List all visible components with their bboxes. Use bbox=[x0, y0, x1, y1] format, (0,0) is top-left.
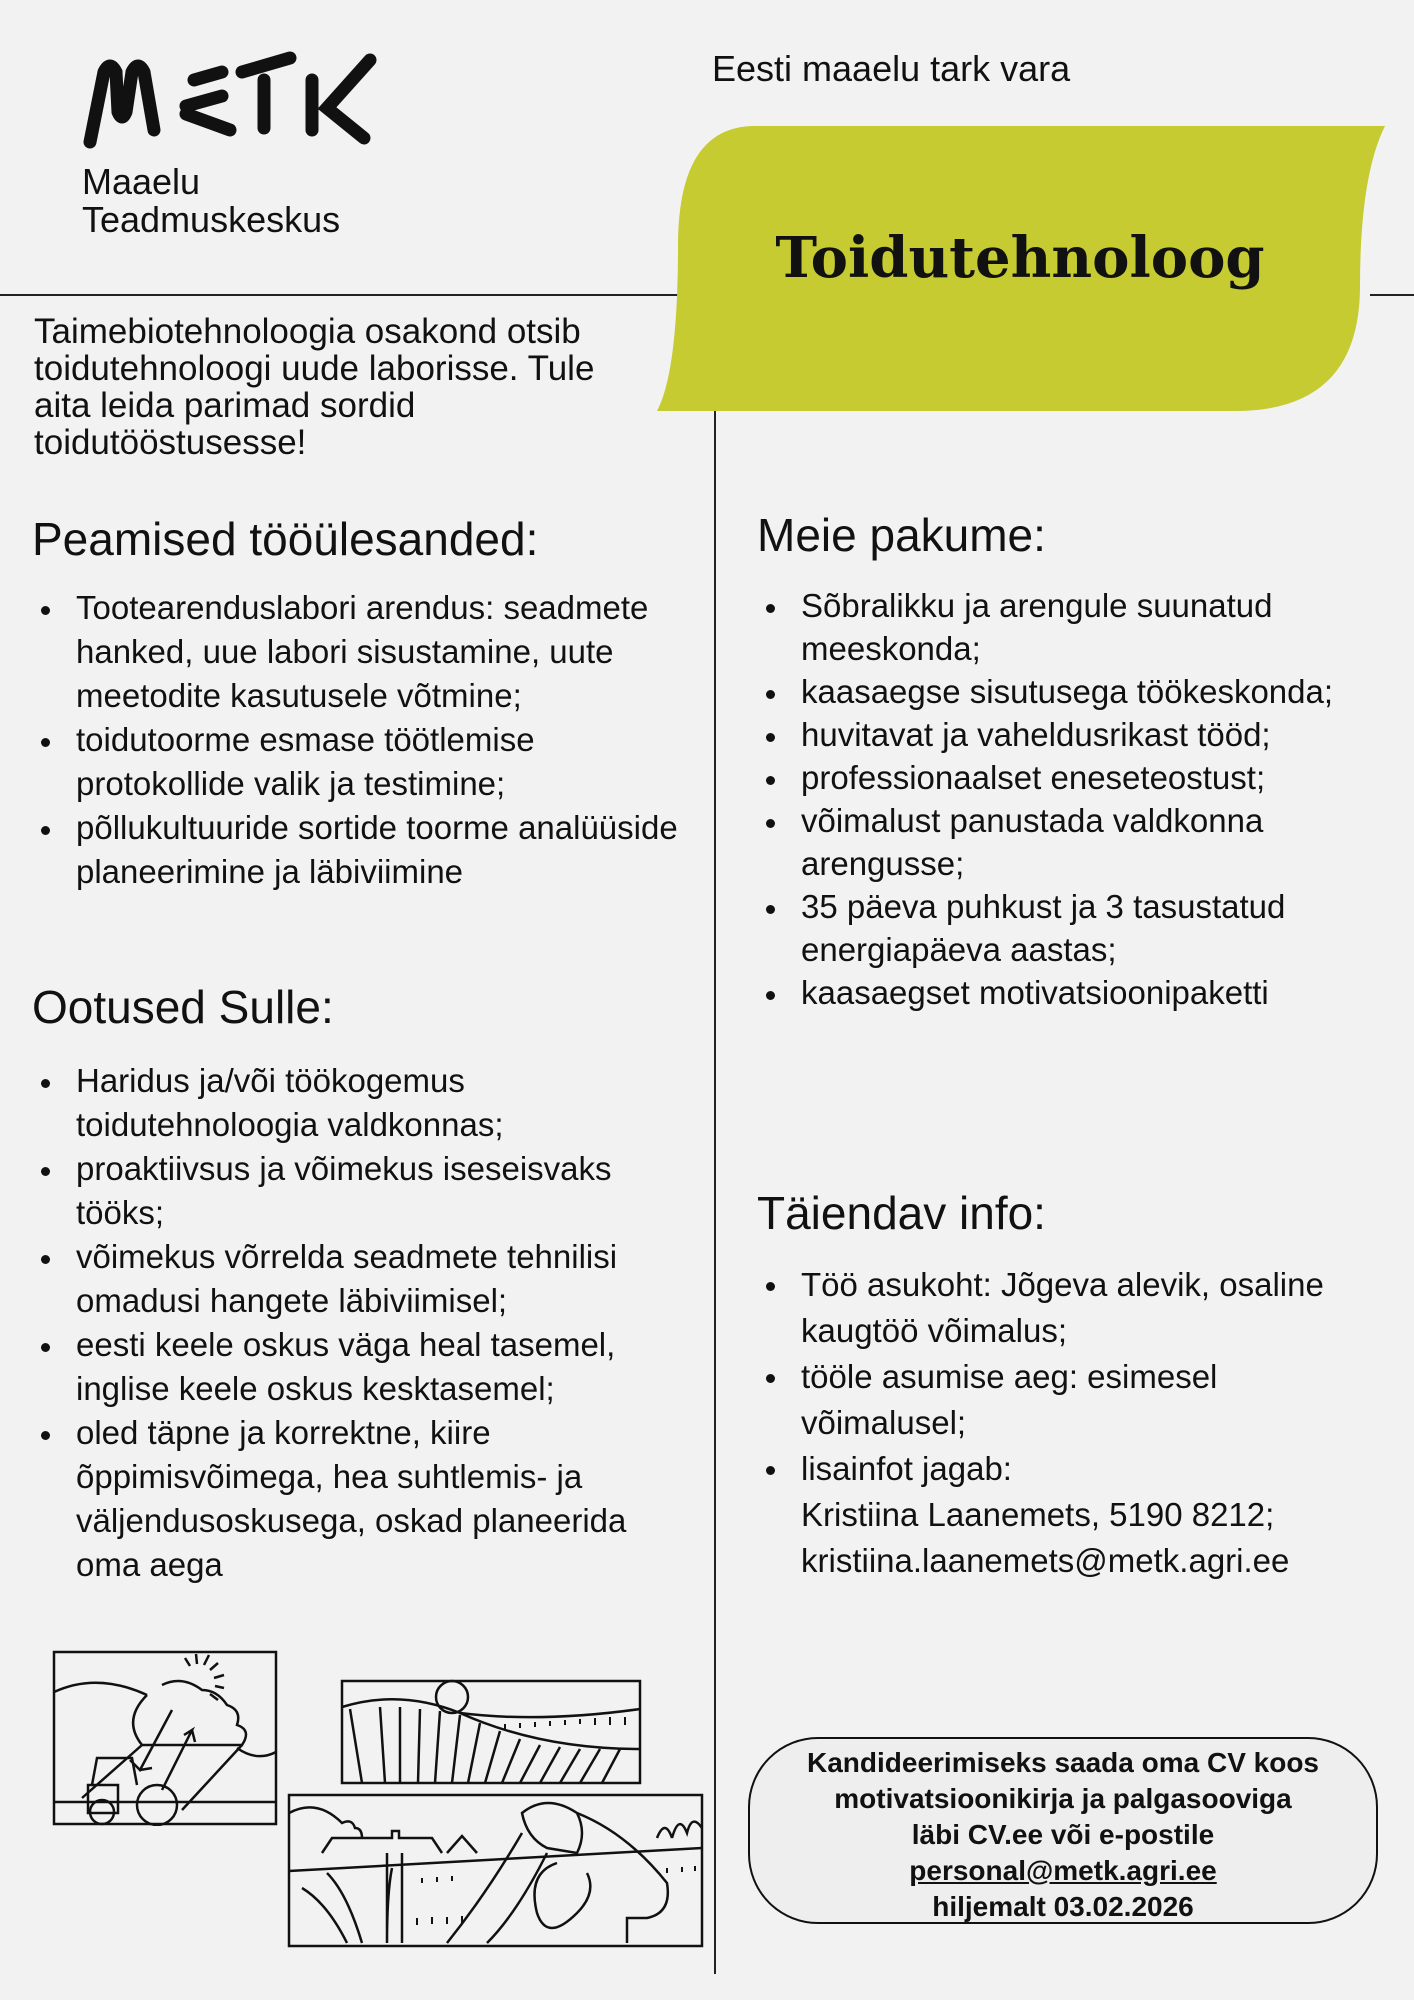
apply-deadline: hiljemalt 03.02.2026 bbox=[932, 1891, 1194, 1922]
org-name bbox=[82, 163, 340, 239]
offer-list bbox=[757, 584, 1377, 1014]
info-heading: Täiendav info: bbox=[757, 1187, 1046, 1239]
list-item: võimekus võrrelda seadmete tehnilisi omadusi hangete läbiviimisel; bbox=[32, 1235, 692, 1323]
list-item: kaasaegset motivatsioonipaketti bbox=[757, 971, 1377, 1014]
farmer-field-illustration bbox=[287, 1793, 704, 1948]
intro-text: Taimebiotehnoloogia osakond otsib toidutehnoloogi uude laborisse. Tule aita leida parimad sordid toidutööstusesse! bbox=[34, 312, 595, 462]
list-item: võimalust panustada valdkonna arengusse; bbox=[757, 799, 1377, 885]
list-item: proaktiivsus ja võimekus iseseisvaks tööks; bbox=[32, 1147, 692, 1235]
contact-name-phone: Kristiina Laanemets, 5190 8212; bbox=[801, 1496, 1275, 1533]
list-item: Tootearenduslabori arendus: seadmete hanked, uue labori sisustamine, uute meetodite kasutusele võtmine; bbox=[32, 586, 692, 718]
job-title: Toidutehnoloog bbox=[775, 225, 1265, 291]
list-item: Töö asukoht: Jõgeva alevik, osaline kaugtöö võimalus; bbox=[757, 1262, 1377, 1354]
list-item: eesti keele oskus väga heal tasemel, inglise keele oskus kesktasemel; bbox=[32, 1323, 692, 1411]
list-item: põllukultuuride sortide toorme analüüside planeerimine ja läbiviimine bbox=[32, 806, 692, 894]
list-item: 35 päeva puhkust ja 3 tasustatud energiapäeva aastas; bbox=[757, 885, 1377, 971]
list-item bbox=[757, 1446, 1377, 1584]
wheat-field-illustration bbox=[340, 1679, 642, 1785]
apply-line1: Kandideerimiseks saada oma CV koos bbox=[807, 1747, 1319, 1778]
expectations-heading: Ootused Sulle: bbox=[32, 981, 334, 1033]
apply-email-link[interactable]: personal@metk.agri.ee bbox=[909, 1855, 1217, 1886]
offer-heading: Meie pakume: bbox=[757, 509, 1046, 561]
tasks-list bbox=[32, 586, 692, 894]
list-item: Haridus ja/või töökogemus toidutehnoloogia valdkonnas; bbox=[32, 1059, 692, 1147]
org-name-line2: Teadmuskeskus bbox=[82, 199, 341, 240]
list-item: tööle asumise aeg: esimesel võimalusel; bbox=[757, 1354, 1377, 1446]
contact-label: lisainfot jagab: bbox=[801, 1450, 1012, 1487]
list-item: toidutoorme esmase töötlemise protokollide valik ja testimine; bbox=[32, 718, 692, 806]
apply-box bbox=[748, 1737, 1378, 1924]
contact-email[interactable]: kristiina.laanemets@metk.agri.ee bbox=[801, 1542, 1290, 1579]
vertical-divider bbox=[714, 408, 716, 1974]
expectations-list bbox=[32, 1059, 692, 1587]
list-item: huvitavat ja vaheldusrikast tööd; bbox=[757, 713, 1377, 756]
list-item: Sõbralikku ja arengule suunatud meeskonda; bbox=[757, 584, 1377, 670]
horizontal-divider-left bbox=[0, 294, 690, 296]
list-item: oled täpne ja korrektne, kiire õppimisvõimega, hea suhtlemis- ja väljendusoskusega, oskad planeerida oma aega bbox=[32, 1411, 692, 1587]
apply-line3: läbi CV.ee või e-postile bbox=[911, 1819, 1215, 1850]
tagline: Eesti maaelu tark vara bbox=[712, 48, 1071, 89]
tasks-heading: Peamised tööülesanded: bbox=[32, 513, 539, 565]
list-item: kaasaegse sisutusega töökeskonda; bbox=[757, 670, 1377, 713]
info-list bbox=[757, 1262, 1377, 1584]
tractor-cloud-illustration bbox=[52, 1650, 278, 1826]
list-item: professionaalset eneseteostust; bbox=[757, 756, 1377, 799]
apply-line2: motivatsioonikirja ja palgasooviga bbox=[834, 1783, 1292, 1814]
metk-logo bbox=[82, 50, 382, 150]
org-name-line1: Maaelu bbox=[82, 161, 201, 202]
